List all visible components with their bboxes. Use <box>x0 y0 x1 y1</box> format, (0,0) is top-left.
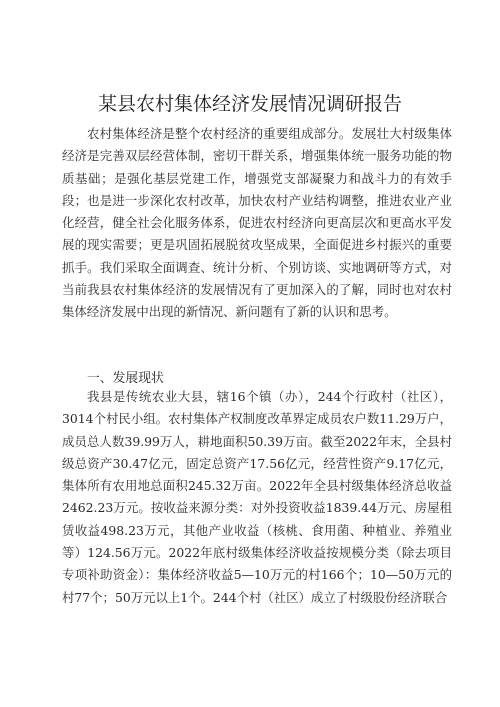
intro-paragraph: 农村集体经济是整个农村经济的重要组成部分。发展壮大村级集体经济是完善双层经营体制，密切干群关系，增强集体统一服务功能的物质基础；是强化基层党建工作，增强党支部凝聚力和战斗力的有效手段；也是进一步深化农村改革，加快农村产业结构调整，推进农业产业化经营，健全社会化服务体系，促进农村经济向更高层次和更高水平发展的现实需要；更是巩固拓展脱贫攻坚成果，全面促进乡村振兴的重要抓手。我们采取全面调查、统计分析、个别访谈、实地调研等方式，对当前我县农村集体经济的发展情况有了更加深入的了解，同时也对农村集体经济发展中出现的新情况、新问题有了新的认识和思考。 <box>62 126 452 320</box>
section-heading: 一、发展现状 <box>87 371 164 386</box>
section-paragraph: 我县是传统农业大县，辖16个镇（办），244个行政村（社区），3014个村民小组。农村集体产权制度改革界定成员农户数11.29万户，成员总人数39.99万人，耕地面积50.39万亩。截至2022年末，全县村级总资产30.47亿元，固定总资产17.56亿元，经营性资产9.17亿元，集体所有农用地总面积245.32万亩。2022年全县村级集体经济总收益2462.23万元。按收益来源分类：对外投资收益1839.44万元、房屋租赁收益498.23万元，其他产业收益（核桃、食用菌、种植业、养殖业等）124.56万元。2022年底村级集体经济收益按规模分类（除去项目专项补助资金）：集体经济收益5—10万元的村166个；10—50万元的村77个；50万元以上1个。244个村（社区）成立了村级股份经济联合 <box>62 389 452 605</box>
intro-paragraph-block <box>62 123 452 324</box>
section-paragraph-block <box>62 386 452 609</box>
report-title: 某县农村集体经济发展情况调研报告 <box>97 93 402 115</box>
